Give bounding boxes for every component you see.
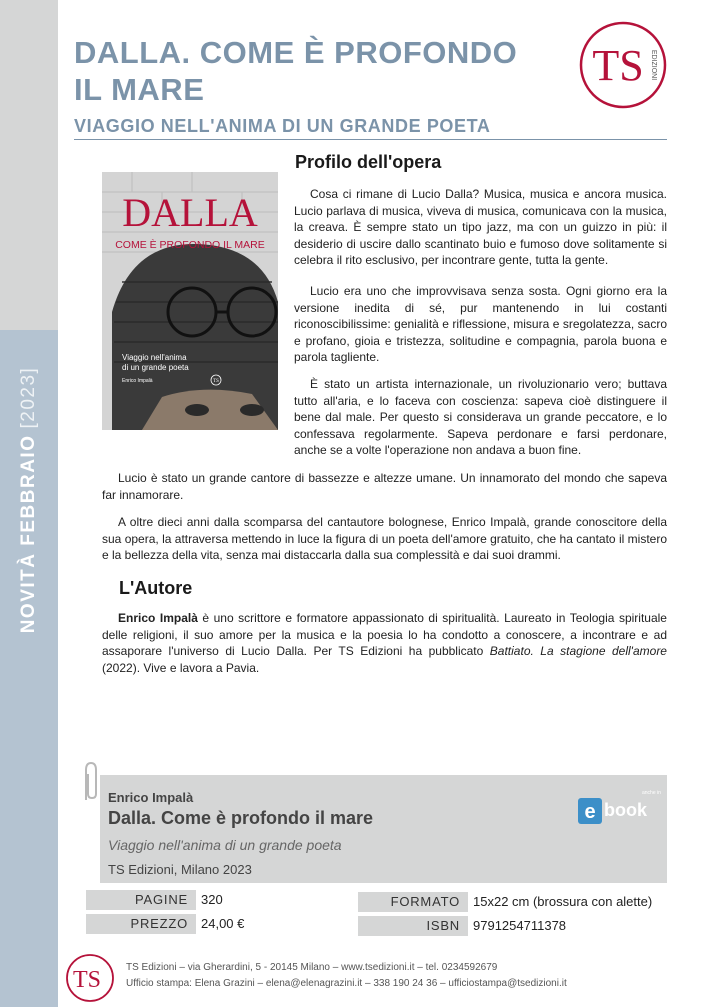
cover-tagline-line2: di un grande poeta: [122, 363, 189, 372]
autore-text-b: (2022). Vive e lavora a Pavia.: [102, 660, 260, 675]
book-subtitle: VIAGGIO NELL'ANIMA DI UN GRANDE POETA: [74, 116, 491, 136]
cover-subtitle: COME È PROFONDO IL MARE: [115, 239, 265, 251]
release-label: [18, 367, 40, 634]
card-subtitle: Viaggio nell'anima di un grande poeta: [108, 837, 342, 853]
profilo-paragraph-1: Cosa ci rimane di Lucio Dalla? Musica, musica e ancora musica. Lucio parlava di musica, viveva di musica, comunicava con la musica, la creava. È sempre stato un tipo jazz, ma con un guizzo in più: il desiderio di uscire dallo scantinato buio e fumoso dove solitamente si celebra il rito esclusivo, per incontrare gente, tutta la gente.: [294, 187, 667, 267]
release-year: [2023]: [18, 366, 39, 429]
author-name: Enrico Impalà: [118, 611, 198, 625]
ebook-badge-icon: [578, 786, 664, 826]
pagine-label: PAGINE: [86, 890, 196, 910]
footer-logo-text: TS: [72, 967, 102, 993]
formato-value: 15x22 cm (brossura con alette): [473, 894, 653, 909]
cover-mark: TS: [213, 379, 219, 384]
ebook-word: book: [604, 800, 647, 820]
isbn-label: ISBN: [358, 916, 468, 936]
profilo-heading: Profilo dell'opera: [295, 152, 442, 172]
profilo-paragraph-2: Lucio era uno che improvvisava senza sosta. Ogni giorno era la versione inedita di sé, pur mantenendo in lui costanti riconoscibilissime: genialità e riflessione, misura e sregolatezza, sacro e profano, gioia e tristezza, solitudine e compagnia, parola buona e parola tagliente.: [294, 284, 667, 364]
header-divider: [74, 139, 667, 140]
cover-tagline-line1: Viaggio nell'anima: [122, 353, 187, 362]
prezzo-label: PREZZO: [86, 914, 196, 934]
prezzo-value: 24,00 €: [201, 916, 245, 931]
card-publisher: TS Edizioni, Milano 2023: [108, 862, 252, 877]
profilo-paragraph-5: A oltre dieci anni dalla scomparsa del cantautore bolognese, Enrico Impalà, grande conoscitore della sua opera, la attraversa mettendo in luce la figura di un poeta dell'amore gratuito, che ha cantato il mistero e la bellezza della vita, senza mai distaccarla dalla sua complessità e dai suoi drammi.: [102, 515, 667, 562]
cover-author: Enrico Impalà: [122, 378, 153, 384]
isbn-value: 9791254711378: [473, 918, 567, 933]
previous-book-title: Battiato. La stagione dell'amore: [489, 644, 667, 658]
formato-label: FORMATO: [358, 892, 468, 912]
footer-press-office: Ufficio stampa: Elena Grazini – elena@elenagrazini.it – 338 190 24 36 – ufficiostampa@tsedizioni.it: [126, 978, 567, 989]
pagine-value: 320: [201, 892, 223, 907]
ebook-e: e: [584, 801, 596, 823]
autore-paragraph: [102, 610, 667, 676]
card-author: Enrico Impalà: [108, 790, 194, 805]
paperclip-icon: [80, 760, 102, 806]
cover-illustration: [102, 172, 278, 430]
profilo-paragraph-3: È stato un artista internazionale, un rivoluzionario vero; buttava tutto all'aria, e lo faceva con coscienza: sapeva cioè distinguere il bene dal male. Per questo si considerava un grande peccatore, e lo confessava regolarmente. Sapeva perdonare e farsi perdonare, anche se a volte l'operazione non andava a buon fine.: [294, 377, 667, 457]
card-title: Dalla. Come è profondo il mare: [108, 808, 374, 828]
release-month: NOVITÀ FEBBRAIO: [18, 434, 39, 634]
autore-heading: L'Autore: [119, 578, 193, 598]
autore-text-a: è uno scrittore e formatore appassionato di spiritualità. Laureato in Teologia spirituale delle religioni, il suo amore per la musica e la poesia lo ha condotto a conoscere, a incontrare e ad assaporare l'universo di Lucio Dalla. Per TS Edizioni ha pubblicato: [102, 611, 667, 658]
logo-text: TS: [592, 41, 644, 90]
profilo-paragraph-4: Lucio è stato un grande cantore di bassezze e altezze umane. Un innamorato del mondo che sapeva far innamorare.: [102, 471, 667, 502]
book-title: DALLA. COME È PROFONDO IL MARE: [74, 35, 518, 107]
logo-side-text: EDIZIONI: [650, 49, 657, 81]
ts-edizioni-logo: [578, 20, 668, 110]
ebook-small-text: anche in: [642, 790, 661, 796]
footer-address: TS Edizioni – via Gherardini, 5 - 20145 Milano – www.tsedizioni.it – tel. 0234592679: [126, 962, 498, 973]
footer-logo: [64, 952, 116, 1004]
cover-title: DALLA: [122, 190, 258, 235]
book-cover: [102, 172, 278, 430]
